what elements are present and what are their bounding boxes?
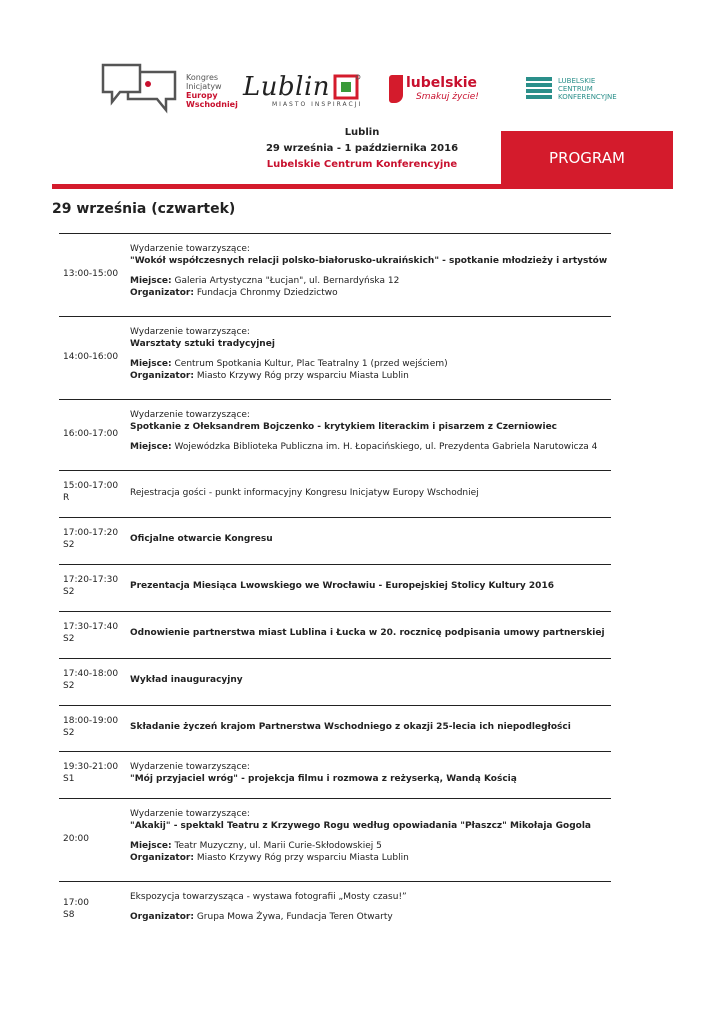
organizer-label: Organizator: <box>130 288 194 298</box>
place-label: Miejsce: <box>130 359 172 369</box>
row-time: 17:30-17:40 S2 <box>63 622 119 644</box>
event-organizer: Miasto Krzywy Róg przy wsparciu Miasta Lublin <box>196 371 409 381</box>
row-content <box>130 409 620 453</box>
event-dates: 29 września - 1 października 2016 <box>265 143 459 154</box>
lublin-logo: Lublin <box>243 72 331 102</box>
event-text: Rejestracja gości - punkt informacyjny Kongresu Inicjatyw Europy Wschodniej <box>130 488 479 498</box>
organizer-label: Organizator: <box>130 912 194 922</box>
table-row <box>59 316 611 400</box>
row-time: 18:00-19:00 S2 <box>63 716 119 738</box>
header-divider <box>52 184 673 189</box>
event-title: "Akakij" - spektakl Teatru z Krzywego Rogu według opowiadania "Płaszcz" Mikołaja Gogola <box>130 821 591 831</box>
place-label: Miejsce: <box>130 841 172 851</box>
table-row <box>59 705 611 752</box>
event-place: Centrum Spotkania Kultur, Plac Teatralny 1 (przed wejściem) <box>174 359 448 369</box>
row-time: 17:00-17:20 S2 <box>63 528 119 550</box>
row-content <box>130 326 620 382</box>
organizer-label: Organizator: <box>130 371 194 381</box>
lck-logo-text: LUBELSKIE CENTRUM KONFERENCYJNE <box>558 77 617 101</box>
side-event-label: Wydarzenie towarzyszące: <box>130 809 250 819</box>
program-banner: PROGRAM <box>501 131 673 185</box>
row-time: 16:00-17:00 <box>63 429 119 439</box>
event-title: Składanie życzeń krajom Partnerstwa Wschodniego z okazji 25-lecia ich niepodległości <box>130 722 571 732</box>
row-content <box>130 721 620 733</box>
event-place: Galeria Artystyczna "Łucjan", ul. Bernardyńska 12 <box>174 276 400 286</box>
lublin-logo-mark-icon <box>333 74 361 100</box>
table-row <box>59 564 611 612</box>
row-time: 17:00 S8 <box>63 898 89 920</box>
event-organizer: Grupa Mowa Żywa, Fundacja Teren Otwarty <box>196 912 393 922</box>
row-time: 19:30-21:00 S1 <box>63 762 119 784</box>
event-title: Odnowienie partnerstwa miast Lublina i Łucka w 20. rocznicę podpisania umowy partnerskiej <box>130 628 605 638</box>
row-time: 14:00-16:00 <box>63 352 119 362</box>
event-organizer: Fundacja Chronmy Dziedzictwo <box>196 288 338 298</box>
row-time: 13:00-15:00 <box>63 269 119 279</box>
kongres-logo-icon <box>100 62 178 114</box>
table-row <box>59 611 611 659</box>
event-organizer: Miasto Krzywy Róg przy wsparciu Miasta Lublin <box>196 853 409 863</box>
table-row <box>59 881 611 942</box>
kongres-logo-text: Kongres Inicjatyw Europy Wschodniej <box>186 73 238 109</box>
event-venue: Lubelskie Centrum Konferencyjne <box>266 159 458 170</box>
row-time: 15:00-17:00 R <box>63 481 119 503</box>
lubelskie-logo-icon <box>389 75 403 103</box>
place-label: Miejsce: <box>130 442 172 452</box>
lck-logo-icon <box>526 77 552 101</box>
day-heading: 29 września (czwartek) <box>52 201 236 217</box>
event-text: Ekspozycja towarzysząca - wystawa fotografii „Mosty czasu!” <box>130 892 407 902</box>
row-content <box>130 761 620 785</box>
row-time: 17:20-17:30 S2 <box>63 575 119 597</box>
row-content <box>130 243 620 299</box>
table-row <box>59 233 611 317</box>
event-title: Spotkanie z Ołeksandrem Bojczenko - krytykiem literackim i pisarzem z Czerniowiec <box>130 422 558 432</box>
side-event-label: Wydarzenie towarzyszące: <box>130 762 250 772</box>
table-row <box>59 470 611 518</box>
lubelskie-logo-slogan: Smakuj życie! <box>416 92 479 102</box>
table-row <box>59 399 611 471</box>
side-event-label: Wydarzenie towarzyszące: <box>130 410 250 420</box>
row-content <box>130 487 620 499</box>
table-row <box>59 658 611 706</box>
side-event-label: Wydarzenie towarzyszące: <box>130 244 250 254</box>
event-title: Warsztaty sztuki tradycyjnej <box>130 339 275 349</box>
event-title: "Mój przyjaciel wróg" - projekcja filmu i rozmowa z reżyserką, Wandą Kością <box>130 774 517 784</box>
table-row <box>59 798 611 882</box>
table-row <box>59 517 611 565</box>
event-place: Wojewódzka Biblioteka Publiczna im. H. Łopacińskiego, ul. Prezydenta Gabriela Narutowicza 4 <box>174 442 598 452</box>
row-content <box>130 891 620 923</box>
row-content <box>130 627 620 639</box>
row-content <box>130 580 620 592</box>
event-title: Wykład inauguracyjny <box>130 675 243 685</box>
row-content <box>130 533 620 545</box>
lubelskie-logo: lubelskie <box>406 75 478 91</box>
event-title: Oficjalne otwarcie Kongresu <box>130 534 273 544</box>
row-content <box>130 674 620 686</box>
side-event-label: Wydarzenie towarzyszące: <box>130 327 250 337</box>
lublin-logo-subtitle: MIASTO INSPIRACJI <box>272 101 363 108</box>
row-time: 17:40-18:00 S2 <box>63 669 119 691</box>
table-row <box>59 751 611 799</box>
event-place: Teatr Muzyczny, ul. Marii Curie-Skłodowskiej 5 <box>174 841 382 851</box>
event-city: Lublin <box>344 127 380 138</box>
row-time: 20:00 <box>63 834 89 844</box>
row-content <box>130 808 620 864</box>
organizer-label: Organizator: <box>130 853 194 863</box>
place-label: Miejsce: <box>130 276 172 286</box>
event-title: Prezentacja Miesiąca Lwowskiego we Wrocławiu - Europejskiej Stolicy Kultury 2016 <box>130 581 554 591</box>
event-title: "Wokół współczesnych relacji polsko-białorusko-ukraińskich" - spotkanie młodzieży i artystów <box>130 256 608 266</box>
